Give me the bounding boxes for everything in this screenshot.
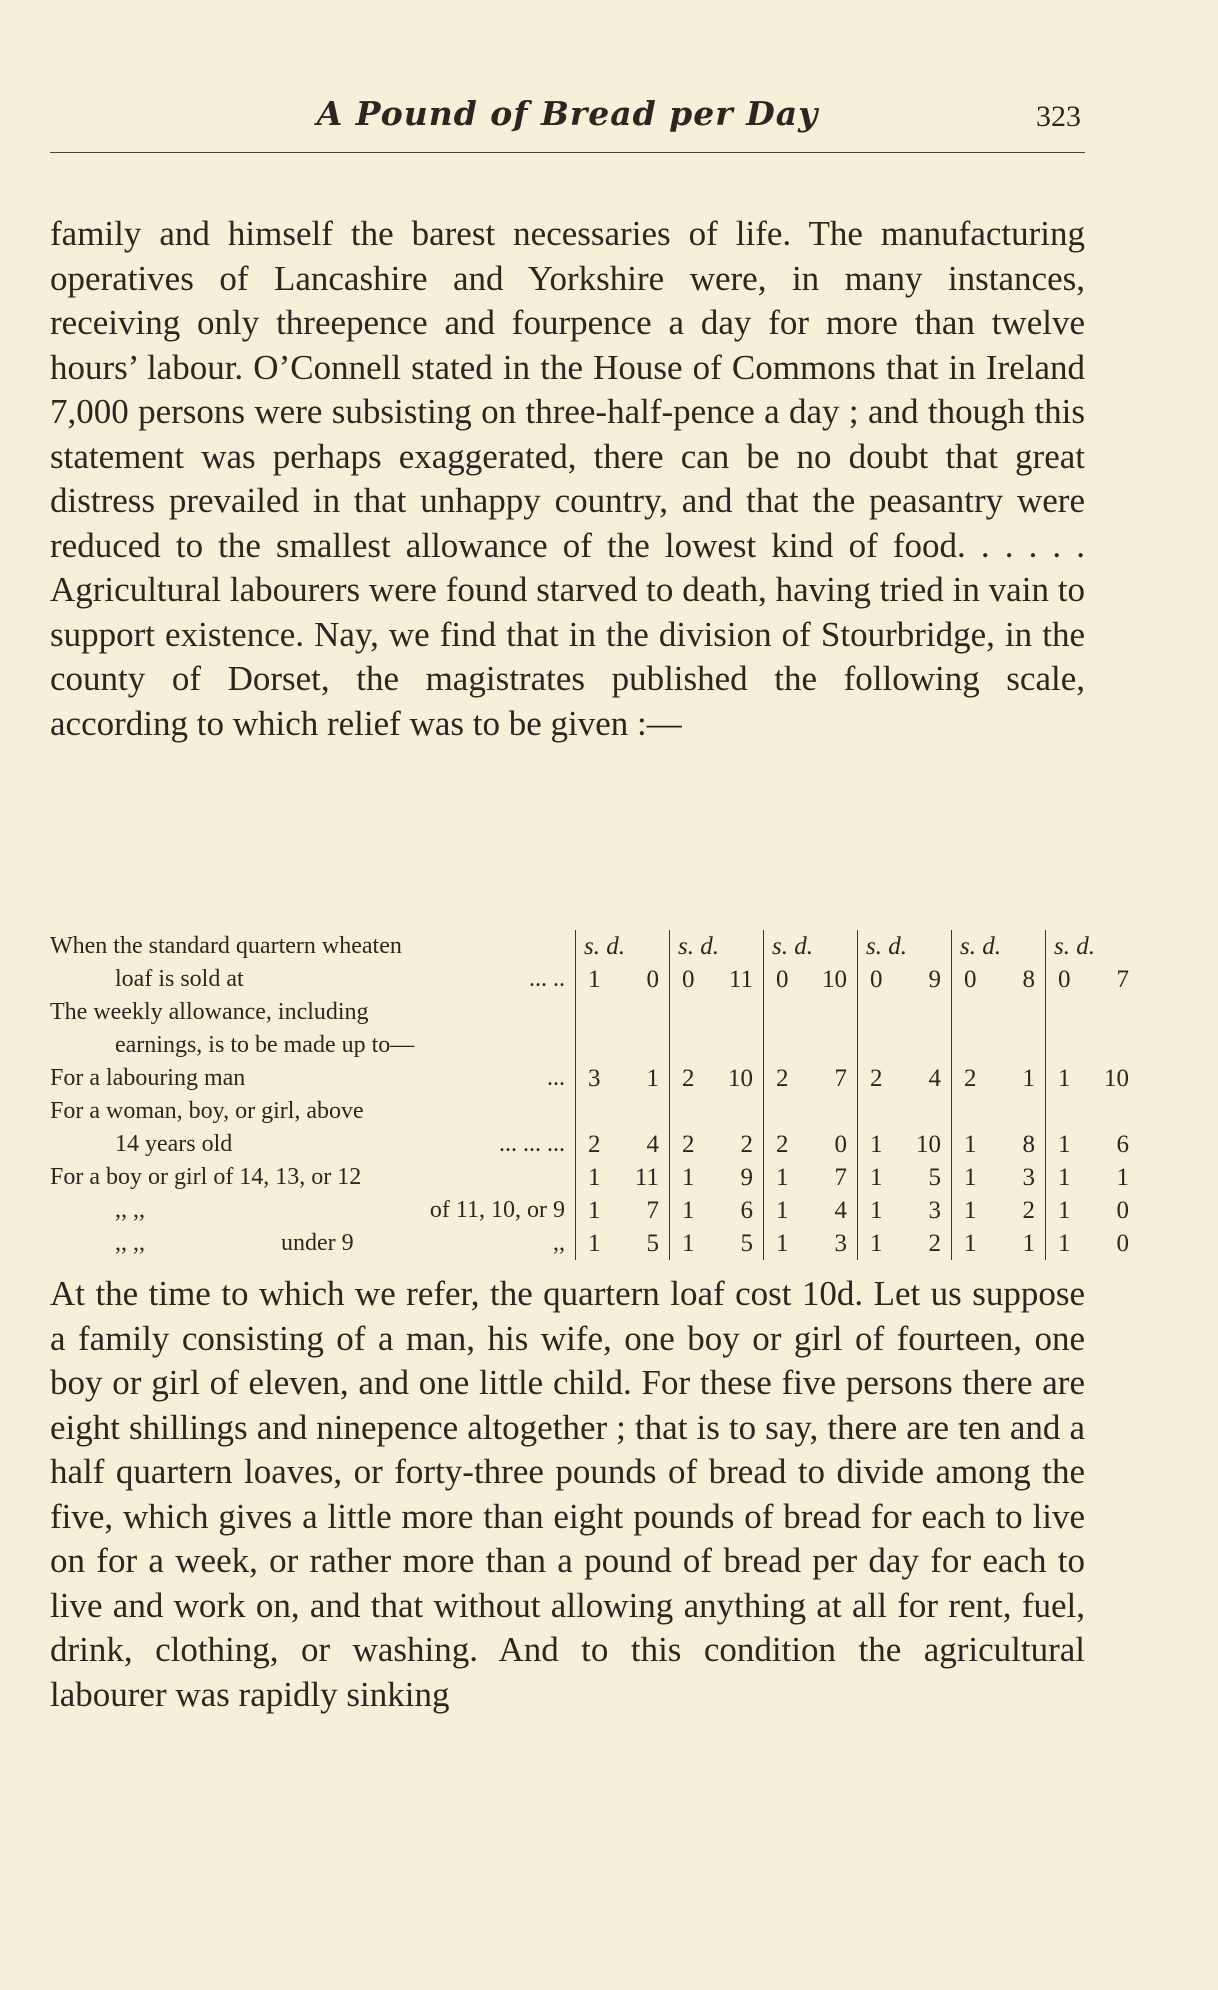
pence-value: 4 (834, 1197, 847, 1224)
table-row-woman (50, 1128, 1139, 1161)
pence-value: 0 (646, 966, 659, 993)
shillings-value: 2 (776, 1131, 789, 1158)
unit-header: s. d. (1046, 930, 1140, 963)
pence-value: 7 (834, 1065, 847, 1092)
table-row-loaf-price (50, 963, 1139, 996)
table-cell (576, 963, 670, 996)
pence-value: 3 (834, 1230, 847, 1257)
pence-value: 3 (1022, 1164, 1035, 1191)
pence-value: 1 (646, 1065, 659, 1092)
shillings-value: 2 (776, 1065, 789, 1092)
label-text: of 11, 10, or 9 (429, 1197, 565, 1223)
pence-value: 9 (740, 1164, 753, 1191)
book-page (50, 0, 1129, 1990)
shillings-value: 1 (1058, 1065, 1071, 1092)
label-text: For a labouring man (50, 1065, 246, 1091)
unit-header: s. d. (576, 930, 670, 963)
table-cell (764, 1227, 858, 1260)
shillings-value: 1 (588, 1164, 601, 1191)
pence-value: 0 (1116, 1230, 1129, 1257)
pence-value: 1 (1116, 1164, 1129, 1191)
shillings-value: 1 (1058, 1131, 1071, 1158)
pence-value: 2 (740, 1131, 753, 1158)
table-cell (764, 1128, 858, 1161)
pence-value: 5 (740, 1230, 753, 1257)
pence-value: 10 (916, 1131, 941, 1158)
table-cell (952, 963, 1046, 996)
pence-value: 7 (646, 1197, 659, 1224)
pence-value: 4 (646, 1131, 659, 1158)
pence-value: 1 (1022, 1065, 1035, 1092)
shillings-value: 1 (1058, 1197, 1071, 1224)
pence-value: 7 (1116, 966, 1129, 993)
ditto-marks: ,, ,, (115, 1197, 145, 1223)
table-cell (952, 1062, 1046, 1095)
table-cell (952, 1227, 1046, 1260)
table-row-units (50, 930, 1139, 963)
shillings-value: 1 (1058, 1230, 1071, 1257)
table-cell (858, 963, 952, 996)
conclusion-paragraph: At the time to which we refer, the quartern loaf cost 10d. Let us suppose a family consisting of a man, his wife, one boy or girl of fourteen, one boy or girl of eleven, and one little child. For these five persons there are eight shillings and ninepence altogether ; that is to say, there are ten and a half quartern loaves, or forty-three pounds of bread to divide among the five, which gives a little more than eight pounds of bread for each to live on for a week, or rather more than a pound of bread per day for each to live and work on, and that without allowing anything at all for rent, fuel, drink, clothing, or washing. And to this condition the agricultural labourer was rapidly sinking (50, 1274, 1085, 1714)
shillings-value: 1 (870, 1230, 883, 1257)
pence-value: 2 (1022, 1197, 1035, 1224)
shillings-value: 1 (870, 1164, 883, 1191)
shillings-value: 2 (682, 1131, 695, 1158)
shillings-value: 1 (964, 1230, 977, 1257)
table-row-man (50, 1062, 1139, 1095)
pence-value: 5 (928, 1164, 941, 1191)
pence-value: 4 (928, 1065, 941, 1092)
shillings-value: 1 (776, 1164, 789, 1191)
table-cell (764, 1194, 858, 1227)
table-cell (858, 1062, 952, 1095)
table-cell (576, 1062, 670, 1095)
table-cell (1046, 1128, 1140, 1161)
table-cell (670, 1194, 764, 1227)
intro-paragraph: family and himself the barest necessaries of life. The manufacturing operatives of Lancashire and Yorkshire were, in many instances, receiving only threepence and fourpence a day for more than twelve hours’ labour. O’Connell stated in the House of Commons that in Ireland 7,000 persons were subsisting on three-half-pence a day ; and though this statement was perhaps exaggerated, there can be no doubt that great distress prevailed in that unhappy country, and that the peasantry were reduced to the smallest allowance of the lowest kind of food. . . . . . Agricultural labourers were found starved to death, having tried in vain to support existence. Nay, we find that in the division of Stourbridge, in the county of Dorset, the magistrates published the following scale, according to which relief was to be given :— (50, 214, 1085, 743)
table-label (50, 1062, 576, 1095)
table-row-child-14 (50, 1161, 1139, 1194)
pence-value: 1 (1022, 1230, 1035, 1257)
label-text: under 9 (281, 1230, 354, 1256)
table-cell (1046, 1062, 1140, 1095)
table-cell (952, 1128, 1046, 1161)
relief-scale-table (50, 930, 1139, 1260)
ditto-marks: ,, (553, 1230, 565, 1256)
table-cell (764, 1062, 858, 1095)
table-label: When the standard quartern wheaten (50, 933, 402, 959)
pence-value: 0 (834, 1131, 847, 1158)
label-text: 14 years old (115, 1131, 233, 1157)
unit-header: s. d. (858, 930, 952, 963)
pence-value: 8 (1022, 1131, 1035, 1158)
table-cell (1046, 1194, 1140, 1227)
shillings-value: 1 (682, 1164, 695, 1191)
table-label: The weekly allowance, including (50, 999, 369, 1025)
table-cell (576, 1128, 670, 1161)
shillings-value: 2 (870, 1065, 883, 1092)
table-cell (764, 963, 858, 996)
shillings-value: 1 (1058, 1164, 1071, 1191)
pence-value: 6 (740, 1197, 753, 1224)
shillings-value: 2 (964, 1065, 977, 1092)
shillings-value: 1 (964, 1131, 977, 1158)
unit-header: s. d. (670, 930, 764, 963)
shillings-value: 1 (776, 1197, 789, 1224)
pence-value: 0 (1116, 1197, 1129, 1224)
label-text: For a boy or girl of 14, 13, or 12 (50, 1164, 362, 1190)
table-cell (1046, 1227, 1140, 1260)
shillings-value: 0 (870, 966, 883, 993)
pence-value: 10 (1104, 1065, 1129, 1092)
table-row-allowance-heading-2 (50, 1029, 1139, 1062)
page-number: 323 (1036, 100, 1081, 133)
pence-value: 3 (928, 1197, 941, 1224)
leader-dots: ... .. (529, 966, 565, 992)
shillings-value: 1 (588, 966, 601, 993)
table-cell (576, 1227, 670, 1260)
table-row-woman-heading (50, 1095, 1139, 1128)
table-row-allowance-heading (50, 996, 1139, 1029)
shillings-value: 1 (588, 1230, 601, 1257)
table-cell (858, 1227, 952, 1260)
table-cell (952, 1161, 1046, 1194)
running-title: A Pound of Bread per Day (316, 94, 819, 133)
table-cell (670, 1128, 764, 1161)
table-label (50, 1161, 576, 1194)
shillings-value: 1 (682, 1197, 695, 1224)
pence-value: 10 (728, 1065, 753, 1092)
table-cell (952, 1194, 1046, 1227)
table-cell (1046, 963, 1140, 996)
table-cell (670, 963, 764, 996)
ditto-marks: ,, ,, (115, 1230, 145, 1256)
table-label: For a woman, boy, or girl, above (50, 1098, 364, 1124)
table-cell (858, 1128, 952, 1161)
table-cell (670, 1161, 764, 1194)
table-label (50, 1194, 576, 1227)
pence-value: 11 (634, 1164, 659, 1191)
shillings-value: 0 (682, 966, 695, 993)
leader-dots: ... (547, 1065, 565, 1091)
shillings-value: 0 (964, 966, 977, 993)
table-label (50, 963, 576, 996)
table-cell (858, 1194, 952, 1227)
table-label: earnings, is to be made up to— (115, 1032, 415, 1058)
unit-header: s. d. (952, 930, 1046, 963)
shillings-value: 1 (964, 1197, 977, 1224)
pence-value: 8 (1022, 966, 1035, 993)
pence-value: 2 (928, 1230, 941, 1257)
shillings-value: 3 (588, 1065, 601, 1092)
table-label (50, 1227, 576, 1260)
shillings-value: 1 (870, 1131, 883, 1158)
pence-value: 11 (728, 966, 753, 993)
table-cell (576, 1194, 670, 1227)
table-cell (670, 1062, 764, 1095)
shillings-value: 1 (776, 1230, 789, 1257)
pence-value: 5 (646, 1230, 659, 1257)
shillings-value: 2 (588, 1131, 601, 1158)
table-row-child-11 (50, 1194, 1139, 1227)
label-text: loaf is sold at (115, 966, 244, 992)
shillings-value: 0 (776, 966, 789, 993)
shillings-value: 1 (588, 1197, 601, 1224)
shillings-value: 0 (1058, 966, 1071, 993)
leader-dots: ... ... ... (499, 1131, 565, 1157)
pence-value: 6 (1116, 1131, 1129, 1158)
pence-value: 9 (928, 966, 941, 993)
shillings-value: 1 (682, 1230, 695, 1257)
pence-value: 7 (834, 1164, 847, 1191)
shillings-value: 1 (870, 1197, 883, 1224)
running-header (50, 92, 1085, 153)
table-cell (1046, 1161, 1140, 1194)
shillings-value: 2 (682, 1065, 695, 1092)
table-cell (576, 1161, 670, 1194)
shillings-value: 1 (964, 1164, 977, 1191)
table-row-under-9 (50, 1227, 1139, 1260)
table-cell (858, 1161, 952, 1194)
table-cell (670, 1227, 764, 1260)
table-label (50, 1128, 576, 1161)
table-cell (764, 1161, 858, 1194)
pence-value: 10 (822, 966, 847, 993)
unit-header: s. d. (764, 930, 858, 963)
